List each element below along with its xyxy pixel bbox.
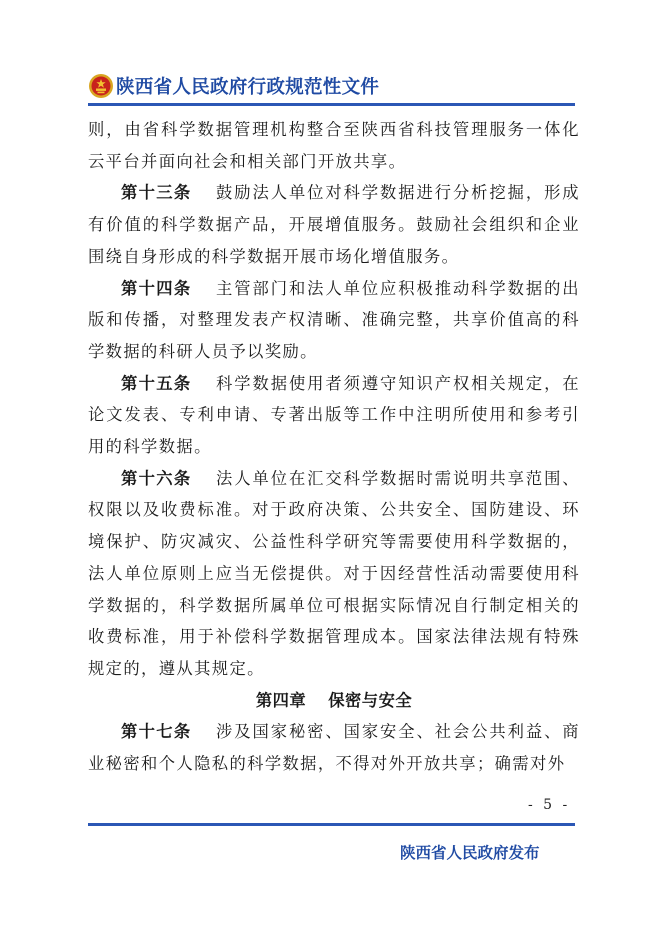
paragraph: [88, 114, 580, 177]
article-number: 第十四条: [121, 278, 192, 298]
article-paragraph: [88, 273, 580, 368]
article-text: 涉及国家秘密、国家安全、社会公共利益、商业秘密和个人隐私的科学数据，不得对外开放共享；确需对外: [88, 722, 580, 774]
chapter-heading: [88, 685, 580, 717]
chapter-title: 保密与安全: [328, 690, 413, 710]
article-paragraph: [88, 368, 580, 463]
article-number: 第十五条: [121, 373, 192, 393]
article-text: 鼓励法人单位对科学数据进行分析挖掘，形成有价值的科学数据产品，开展增值服务。鼓励社会组织和企业围绕自身形成的科学数据开展市场化增值服务。: [88, 183, 580, 266]
header-title: 陕西省人民政府行政规范性文件: [116, 77, 380, 98]
page-number: - 5 -: [528, 797, 571, 813]
footer-publisher: 陕西省人民政府发布: [400, 844, 540, 862]
article-text: 法人单位在汇交科学数据时需说明共享范围、权限以及收费标准。对于政府决策、公共安全、国防建设、环境保护、防灾减灾、公益性科学研究等需要使用科学数据的，法人单位原则上应当无偿提供。对于因经营性活动需要使用科学数据的，科学数据所属单位可根据实际情况自行制定相关的收费标准，用于补偿科学数据管理成本。国家法律法规有特殊规定的，遵从其规定。: [88, 468, 580, 678]
chapter-number: 第四章: [255, 690, 307, 710]
paragraph-text: 则，由省科学数据管理机构整合至陕西省科技管理服务一体化云平台并面向社会和相关部门开放共享。: [88, 120, 580, 171]
article-text: 科学数据使用者须遵守知识产权相关规定，在论文发表、专利申请、专著出版等工作中注明所使用和参考引用的科学数据。: [88, 373, 580, 457]
document-body: [88, 114, 580, 780]
article-text: 主管部门和法人单位应积极推动科学数据的出版和传播，对整理发表产权清晰、准确完整，共享价值高的科学数据的科研人员予以奖励。: [88, 278, 580, 361]
header-divider: [88, 103, 575, 106]
article-number: 第十七条: [121, 722, 192, 742]
footer-divider: [88, 823, 575, 826]
article-paragraph: [88, 463, 580, 685]
header: [88, 71, 379, 101]
article-number: 第十六条: [121, 468, 192, 488]
article-number: 第十三条: [121, 183, 192, 203]
national-emblem-icon: [88, 73, 114, 99]
article-paragraph: [88, 177, 580, 272]
article-paragraph: [88, 716, 580, 779]
